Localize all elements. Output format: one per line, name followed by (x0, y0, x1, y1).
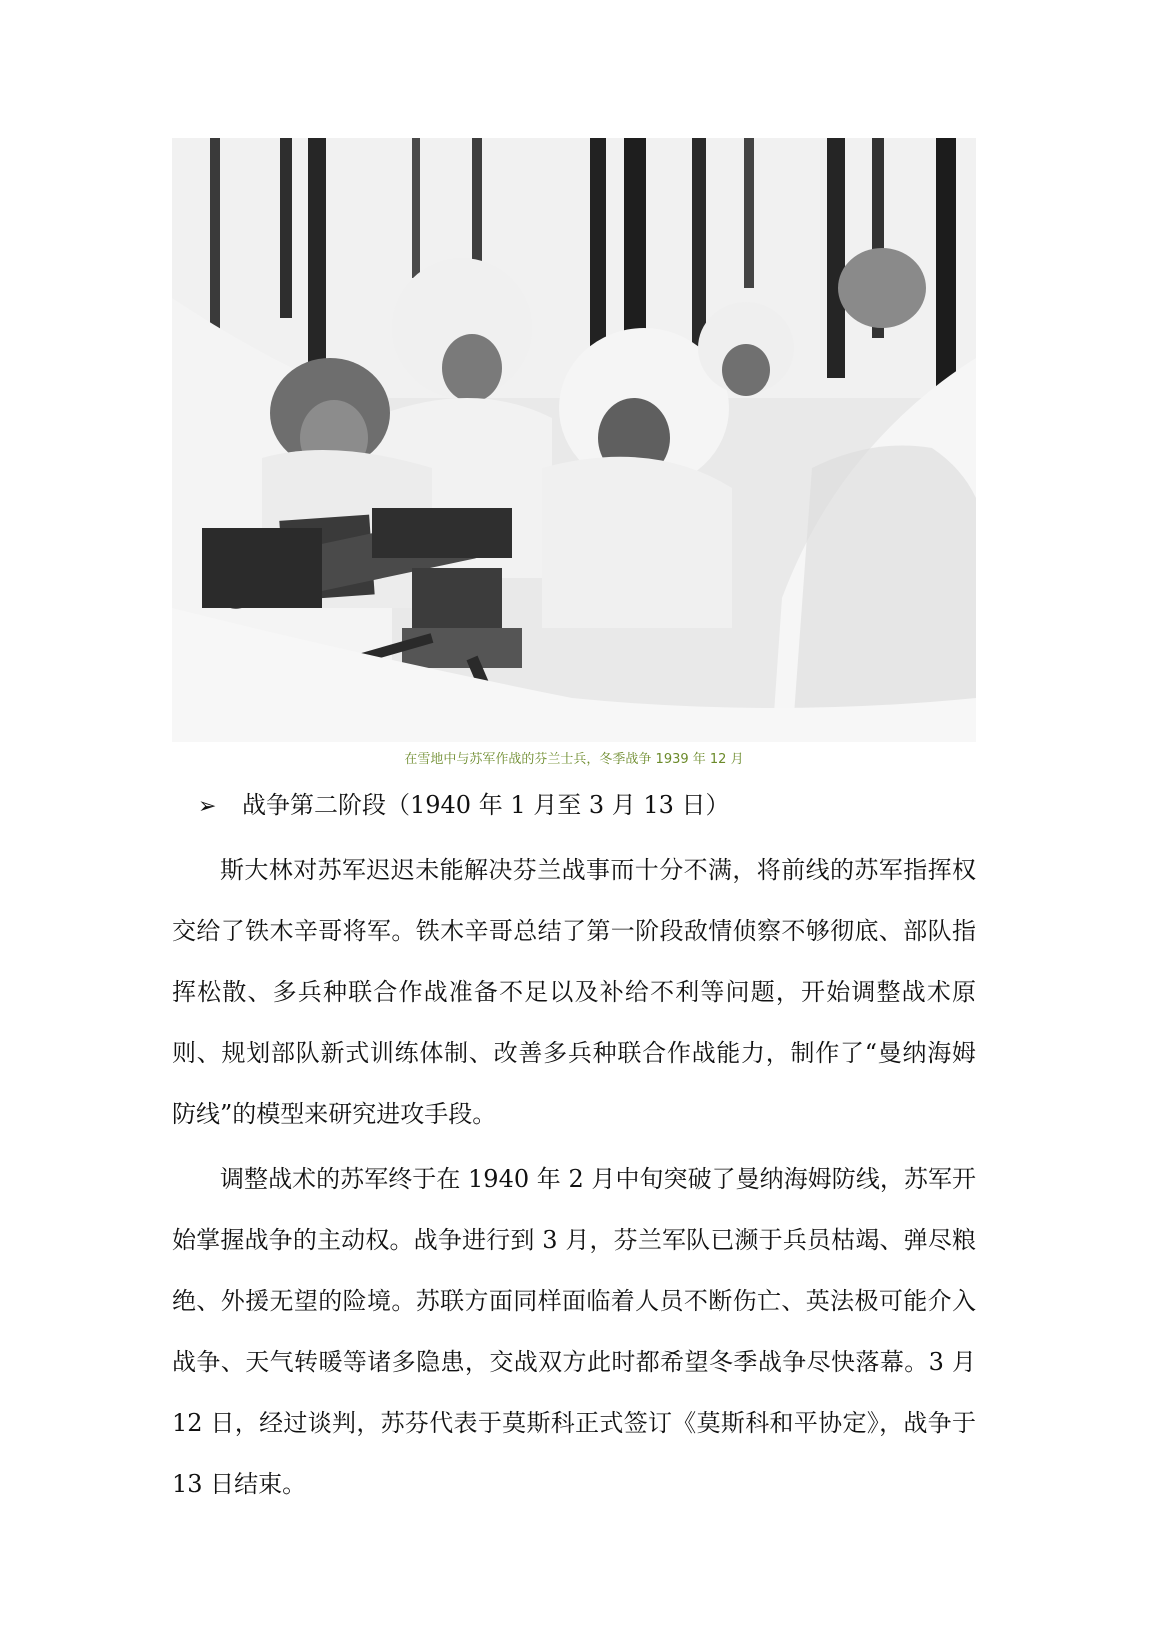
section-heading (198, 788, 730, 824)
paragraph-1: 斯大林对苏军迟迟未能解决芬兰战事而十分不满，将前线的苏军指挥权交给了铁木辛哥将军。铁木辛哥总结了第一阶段敌情侦察不够彻底、部队指挥松散、多兵种联合作战准备不足以及补给不利等问题，开始调整战术原则、规划部队新式训练体制、改善多兵种联合作战能力，制作了“曼纳海姆防线”的模型来研究进攻手段。 (172, 856, 976, 1128)
photo-illustration (172, 138, 976, 742)
soldiers-photo (172, 138, 976, 742)
paragraph-2: 调整战术的苏军终于在 1940 年 2 月中旬突破了曼纳海姆防线，苏军开始掌握战争的主动权。战争进行到 3 月，芬兰军队已濒于兵员枯竭、弹尽粮绝、外援无望的险境。苏联方面同样面临着人员不断伤亡、英法极可能介入战争、天气转暖等诸多隐患，交战双方此时都希望冬季战争尽快落幕。3 月 12 日，经过谈判，苏芬代表于莫斯科正式签订《莫斯科和平协定》，战争于 13 日结束。 (172, 1165, 976, 1498)
section-heading-text: 战争第二阶段（1940 年 1 月至 3 月 13 日） (242, 791, 730, 819)
photo-caption: 在雪地中与苏军作战的芬兰士兵，冬季战争 1939 年 12 月 (404, 752, 744, 767)
arrow-bullet-icon: ➢ (198, 794, 217, 819)
